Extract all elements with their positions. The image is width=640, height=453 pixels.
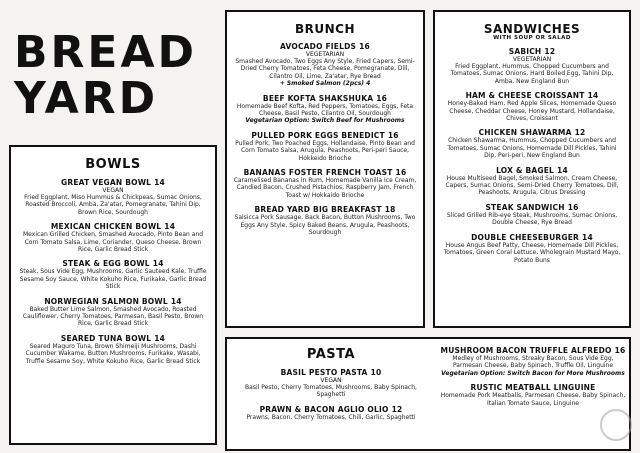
menu-item-price: 14 bbox=[154, 178, 165, 187]
menu-item bbox=[441, 128, 623, 159]
menu-item-price: 14 bbox=[164, 222, 176, 232]
menu-item-option: Vegetarian Option: Switch Bacon for More Mushrooms bbox=[441, 369, 625, 377]
menu-item bbox=[441, 91, 623, 122]
bowls-title: BOWLS bbox=[85, 157, 141, 172]
menu-item bbox=[17, 334, 209, 365]
menu-item-heading bbox=[233, 205, 417, 214]
menu-item bbox=[439, 346, 627, 377]
menu-item-tag: VEGETARIAN bbox=[512, 56, 552, 63]
menu-item-description: House Multiseed Bagel, Smoked Salmon, Cream Cheese, Capers, Sumac Onions, Semi-Dried Cherry Tomatoes, Dill, Peashoots, Arugula, Citrus Dressing bbox=[445, 174, 619, 197]
menu-item-price: 14 bbox=[152, 259, 164, 269]
menu-item-price: 12 bbox=[391, 404, 403, 414]
watermark-icon bbox=[600, 409, 632, 441]
bread-yard-logo bbox=[14, 27, 198, 124]
pasta-left-list bbox=[233, 368, 429, 421]
sandwiches-subtitle: WITH SOUP OR SALAD bbox=[493, 35, 571, 41]
sandwiches-title: SANDWICHES bbox=[483, 22, 581, 36]
menu-item-heading bbox=[233, 168, 417, 177]
logo-line-2: YARD bbox=[14, 73, 159, 124]
menu-item-name: DOUBLE CHEESEBURGER bbox=[471, 232, 580, 242]
menu-item-description: Mexican Grilled Chicken, Smashed Avocado, Pinto Bean and Corn Tomato Salsa, Lime, Coriander, Queso Cheese, Brown Rice, Garlic Bread Stick bbox=[23, 231, 203, 254]
menu-item-name: BASIL PESTO PASTA bbox=[280, 368, 368, 377]
menu-item-description: Caramelised Bananas in Rum, Homemade Vanilla Ice Cream, Candied Bacon, Crushed Pistachios, Raspberry Jam, French Toast w/ Hokkaido Brioche bbox=[233, 177, 417, 199]
menu-item-description: Fried Eggplant, Hummus, Chopped Cucumbers and Tomatoes, Sumac Onions, Hard Boiled Egg, Tahini Dip, Amba, New England Bun bbox=[450, 63, 614, 85]
menu-item-heading bbox=[441, 128, 623, 137]
bowls-list bbox=[17, 178, 209, 365]
menu-item-option: + Smoked Salmon (2pcs) 4 bbox=[279, 80, 371, 88]
menu-item-heading bbox=[233, 94, 417, 103]
menu-item bbox=[233, 131, 417, 162]
menu-item-description: Homemade Pork Meatballs, Parmesan Cheese, Baby Spinach, Italian Tomato Sauce, Linguine bbox=[440, 392, 626, 407]
brunch-list bbox=[233, 42, 417, 237]
menu-item-description: Chicken Shawarma, Hummus, Chopped Cucumbers and Tomatoes, Sumac Onions, Homemade Dill Pickles, Tahini Dip, Peri-peri, New England Bun bbox=[447, 137, 617, 160]
menu-item-name: AVOCADO FIELDS bbox=[280, 42, 357, 51]
sandwiches-panel bbox=[433, 10, 631, 328]
menu-item-description: Medley of Mushrooms, Streaky Bacon, Sous Vide Egg, Parmesan Cheese, Baby Spinach, Truffle Oil, Linguine bbox=[452, 355, 614, 370]
menu-item-price: 12 bbox=[544, 47, 556, 56]
menu-item-tag: VEGETARIAN bbox=[305, 51, 345, 58]
menu-item-name: MEXICAN CHICKEN BOWL bbox=[50, 222, 162, 232]
menu-item-name: NORWEGIAN SALMON BOWL bbox=[44, 296, 168, 306]
menu-item-name: SABICH bbox=[508, 47, 542, 56]
menu-item-name: BEEF KOFTA SHAKSHUKA bbox=[262, 93, 374, 103]
logo-line-1: BREAD bbox=[14, 27, 198, 78]
pasta-panel bbox=[225, 337, 631, 451]
menu-item-price: 14 bbox=[154, 333, 166, 343]
menu-item-heading bbox=[439, 383, 627, 392]
menu-item bbox=[233, 168, 417, 199]
menu-item-description: Fried Eggplant, Miso Hummus & Chickpeas, Sumac Onions, Roasted Broccoli, Amba, Za'atar, Pomegranate, Tahini Dip, Brown Rice, Sourdough bbox=[24, 194, 202, 216]
menu-item-description: Salsicca Pork Sausage, Back Bacon, Button Mushrooms, Two Eggs Any Style, Spicy Baked Beans, Arugula, Peashoots, Sourdough bbox=[234, 214, 416, 237]
menu-item-price: 16 bbox=[359, 42, 370, 51]
menu-item bbox=[233, 368, 429, 399]
menu-item-price: 14 bbox=[557, 165, 568, 175]
menu-item-price: 16 bbox=[395, 168, 407, 178]
menu-item-name: STEAK & EGG BOWL bbox=[62, 259, 150, 269]
menu-item-heading bbox=[233, 131, 417, 140]
menu-item-name: SEARED TUNA BOWL bbox=[60, 333, 152, 343]
menu-item-heading bbox=[233, 368, 429, 377]
menu-item-name: BANANAS FOSTER FRENCH TOAST bbox=[243, 168, 393, 178]
bowls-panel bbox=[9, 145, 217, 445]
menu-item-price: 18 bbox=[384, 205, 396, 215]
menu-item-price: 16 bbox=[387, 130, 399, 140]
menu-item-price: 16 bbox=[567, 202, 579, 212]
menu-item-name: PULLED PORK EGGS BENEDICT bbox=[251, 130, 385, 140]
menu-item-heading bbox=[441, 203, 623, 212]
menu-item-name: MUSHROOM BACON TRUFFLE ALFREDO bbox=[440, 346, 612, 355]
pasta-title: PASTA bbox=[306, 347, 356, 362]
pasta-left-column bbox=[233, 347, 429, 421]
menu-item-tag: VEGAN bbox=[320, 377, 342, 384]
menu-item-heading bbox=[233, 42, 417, 51]
pasta-right-list bbox=[439, 346, 627, 407]
menu-item-name: GREAT VEGAN BOWL bbox=[61, 178, 152, 187]
menu-item-price: 14 bbox=[170, 296, 182, 306]
menu-item bbox=[17, 297, 209, 328]
menu-item bbox=[17, 259, 209, 290]
menu-item bbox=[441, 166, 623, 197]
menu-item-description: Prawns, Bacon, Cherry Tomatoes, Chili, Garlic, Spaghetti bbox=[246, 413, 416, 421]
menu-item-description: Steak, Sous Vide Egg, Mushrooms, Garlic Sauteed Kale, Truffle Sesame Soy Sauce, White Kokuho Rice, Furikake, Garlic Bread Stick bbox=[19, 268, 207, 291]
menu-item-option: Vegetarian Option: Switch Beef for Mushrooms bbox=[245, 117, 405, 125]
menu-item-heading bbox=[439, 346, 627, 355]
menu-item bbox=[233, 405, 429, 421]
menu-item-heading bbox=[17, 222, 209, 231]
menu-item-heading bbox=[17, 178, 209, 187]
menu-item-heading bbox=[233, 405, 429, 414]
sandwiches-list bbox=[441, 47, 623, 264]
menu-item bbox=[439, 383, 627, 407]
menu-item-heading bbox=[17, 259, 209, 268]
menu-item bbox=[233, 94, 417, 125]
menu-item-description: Seared Maguro Tuna, Brown Shimeiji Mushrooms, Dashi Cucumber Wakame, Button Mushrooms, Furikake, Wasabi, Truffle Sesame Soy, White Kokuho Rice, Garlic Bread Stick bbox=[25, 342, 201, 365]
menu-item-price: 14 bbox=[582, 232, 593, 242]
brunch-title: BRUNCH bbox=[294, 22, 356, 36]
menu-item-heading bbox=[17, 334, 209, 343]
pasta-right-column bbox=[439, 340, 627, 407]
menu-item bbox=[17, 178, 209, 216]
menu-item-name: LOX & BAGEL bbox=[496, 165, 555, 175]
menu-item-name: BREAD YARD BIG BREAKFAST bbox=[254, 205, 382, 215]
menu-item bbox=[441, 233, 623, 264]
menu-item-description: Honey-Baked Ham, Red Apple Slices, Homemade Queso Cheese, Cheddar Cheese, Honey Mustard, Hollandaise, Chives, Croissant bbox=[447, 100, 617, 123]
menu-item-description: Basil Pesto, Cherry Tomatoes, Mushrooms, Baby Spinach, Spaghetti bbox=[245, 384, 417, 399]
menu-item-name: RUSTIC MEATBALL LINGUINE bbox=[470, 383, 596, 393]
menu-item-name: CHICKEN SHAWARMA bbox=[478, 128, 572, 138]
menu-item bbox=[233, 42, 417, 88]
brunch-panel bbox=[225, 10, 425, 328]
menu-item-price: 10 bbox=[370, 368, 382, 377]
menu-item-description: House Angus Beef Patty, Cheese, Homemade Dill Pickles, Tomatoes, Green Coral Lettuce, Wholegrain Mustard Mayo, Potato Buns bbox=[443, 241, 621, 264]
menu-item bbox=[441, 203, 623, 227]
menu-item-price: 12 bbox=[574, 128, 586, 138]
menu-item-description: Baked Butter Lime Salmon, Smashed Avocado, Roasted Cauliflower, Cherry Tomatoes, Parmesan, Basil Pesto, Brown Rice, Garlic Bread Stick bbox=[22, 305, 204, 328]
menu-item bbox=[441, 47, 623, 85]
menu-item-price: 16 bbox=[376, 93, 388, 103]
menu-item-heading bbox=[441, 91, 623, 100]
menu-item-description: Homemade Beef Kofta, Red Peppers, Tomatoes, Eggs, Feta Cheese, Basil Pesto, Cilantro Oil, Sourdough bbox=[236, 102, 414, 118]
menu-item-price: 14 bbox=[587, 91, 599, 101]
menu-item-name: PRAWN & BACON AGLIO OLIO bbox=[259, 404, 389, 414]
menu-item bbox=[233, 205, 417, 236]
menu-item bbox=[17, 222, 209, 253]
menu-item-heading bbox=[441, 166, 623, 175]
menu-item-name: STEAK SANDWICH bbox=[485, 202, 565, 212]
menu-item-price: 16 bbox=[614, 346, 626, 355]
menu-item-name: HAM & CHEESE CROISSANT bbox=[465, 91, 585, 101]
menu-item-heading bbox=[441, 233, 623, 242]
menu-item-heading bbox=[441, 47, 623, 56]
menu-item-heading bbox=[17, 297, 209, 306]
menu-item-tag: VEGAN bbox=[102, 187, 124, 194]
menu-item-description: Pulled Pork, Two Poached Eggs, Hollandaise, Pinto Bean and Corn Tomato Salsa, Arugula, Peashoots, Peri-peri Sauce, Hokkeido Brioche bbox=[235, 139, 415, 162]
menu-item-description: Sliced Grilled Rib-eye Steak, Mushrooms, Sumac Onions, Double Cheese, Rye Bread bbox=[446, 211, 618, 227]
menu-item-description: Smashed Avocado, Two Eggs Any Style, Fried Capers, Semi-Dried Cherry Tomatoes, Feta Cheese, Pomegranate, Dill, Cilantro Oil, Lime, Za'atar, Rye Bread bbox=[235, 58, 415, 80]
